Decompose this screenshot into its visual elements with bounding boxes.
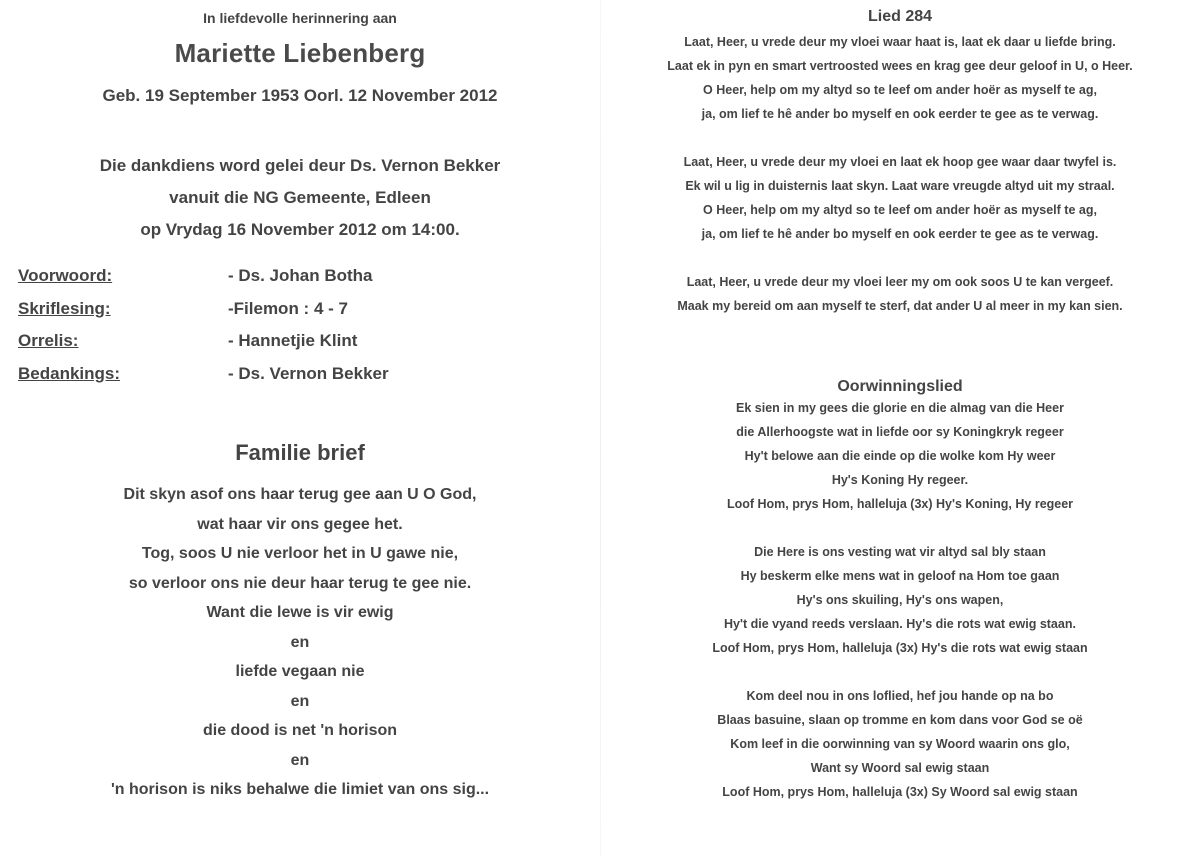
programme-row [18,299,578,332]
hymn-line: Laat, Heer, u vrede deur my vloei leer my om ook soos U te kan vergeef. [686,275,1114,289]
hymn-verse [600,396,1200,516]
hymn-verse [600,30,1200,126]
hymn-line: Ek wil u lig in duisternis laat skyn. Laat ware vreugde altyd uit my straal. [685,179,1115,193]
hymn-line: O Heer, help om my altyd so te leef om ander hoër as myself te ag, [703,203,1097,217]
hymn-line: die Allerhoogste wat in liefde oor sy Koningkryk regeer [736,425,1064,439]
hymn-line: Laat, Heer, u vrede deur my vloei waar haat is, laat ek daar u liefde bring. [684,35,1116,49]
family-letter-line: die dood is net 'n horison [202,722,398,739]
programme-value: - Hannetjie Klint [228,331,358,350]
family-letter-body [0,480,600,805]
hymn-title: Oorwinningslied [837,378,963,395]
family-letter-line: wat haar vir ons gegee het. [197,515,403,533]
service-details [0,150,600,246]
hymn-title: Lied 284 [867,8,933,25]
programme-list [18,266,578,396]
family-letter-line: en [290,692,310,710]
programme-value: - Ds. Vernon Bekker [228,363,389,383]
deceased-name: Mariette Liebenberg [174,38,426,68]
hymn-line: ja, om lief te hê ander bo myself en ook eerder te gee as te verwag. [701,227,1099,241]
programme-label: Skriflesing: [18,298,111,318]
memory-line: In liefdevolle herinnering aan [203,10,397,26]
family-letter-title: Familie brief [235,440,365,465]
family-letter-line: Tog, soos U nie verloor het in U gawe nie, [141,545,459,562]
family-letter-line: Dit skyn asof ons haar terug gee aan U O God, [123,486,477,503]
programme-value: -Filemon : 4 - 7 [228,298,348,318]
hymn-verse [600,540,1200,660]
service-line: vanuit die NG Gemeente, Edleen [169,188,431,207]
hymn-line: Loof Hom, prys Hom, halleluja (3x) Hy's Koning, Hy regeer [726,497,1074,511]
hymn-line: ja, om lief te hê ander bo myself en ook eerder te gee as te verwag. [701,107,1099,121]
hymn-verse [600,684,1200,804]
hymn-line: Blaas basuine, slaan op tromme en kom dans voor God se oë [717,713,1083,727]
hymn-line: Hy's Koning Hy regeer. [831,473,969,487]
hymn-verse [600,150,1200,246]
service-line: Die dankdiens word gelei deur Ds. Vernon Bekker [99,156,501,175]
hymn-line: Ek sien in my gees die glorie en die almag van die Heer [736,401,1064,415]
hymn-line: O Heer, help om my altyd so te leef om ander hoër as myself te ag, [703,83,1097,97]
hymn-verse [600,270,1200,318]
right-page [600,0,1200,856]
hymn-line: Hy't belowe aan die einde op die wolke kom Hy weer [744,449,1056,463]
programme-label: Orrelis: [18,331,79,350]
family-letter-line: 'n horison is niks behalwe die limiet van ons sig... [110,781,490,798]
family-letter-line: en [290,633,310,651]
hymn-line: Hy's ons skuiling, Hy's ons wapen, [796,593,1004,607]
family-letter-line: Want die lewe is vir ewig [206,604,394,621]
hymn-line: Laat, Heer, u vrede deur my vloei en laat ek hoop gee waar daar twyfel is. [683,155,1117,169]
hymn-line: Want sy Woord sal ewig staan [810,761,990,775]
hymn-oorwinningslied [600,378,1200,804]
programme-label: Voorwoord: [18,266,113,285]
family-letter-line: liefde vegaan nie [235,663,365,680]
hymn-line: Loof Hom, prys Hom, halleluja (3x) Hy's die rots wat ewig staan [712,641,1088,655]
hymn-line: Kom deel nou in ons loflied, hef jou hande op na bo [746,689,1054,703]
family-letter-line: so verloor ons nie deur haar terug te gee nie. [128,574,472,592]
hymn-line: Hy't die vyand reeds verslaan. Hy's die rots wat ewig staan. [724,617,1076,631]
programme-row [18,266,578,299]
programme-row [18,331,578,364]
hymn-line: Maak my bereid om aan myself te sterf, dat ander U al meer in my kan sien. [677,299,1123,313]
hymn-lied-284 [600,8,1200,318]
hymn-line: Laat ek in pyn en smart vertroosted wees en krag gee deur geloof in U, o Heer. [667,59,1133,73]
programme-value: - Ds. Johan Botha [228,266,373,285]
hymn-line: Hy beskerm elke mens wat in geloof na Hom toe gaan [740,569,1060,583]
hymn-line: Loof Hom, prys Hom, halleluja (3x) Sy Woord sal ewig staan [722,785,1078,799]
family-letter-line: en [290,751,310,769]
programme-label: Bedankings: [18,363,121,383]
birth-death-dates: Geb. 19 September 1953 Oorl. 12 November 2012 [102,86,498,105]
hymn-line: Kom leef in die oorwinning van sy Woord waarin ons glo, [730,737,1070,751]
hymn-line: Die Here is ons vesting wat vir altyd sal bly staan [754,545,1046,559]
service-line: op Vrydag 16 November 2012 om 14:00. [140,220,460,239]
programme-row [18,364,578,397]
